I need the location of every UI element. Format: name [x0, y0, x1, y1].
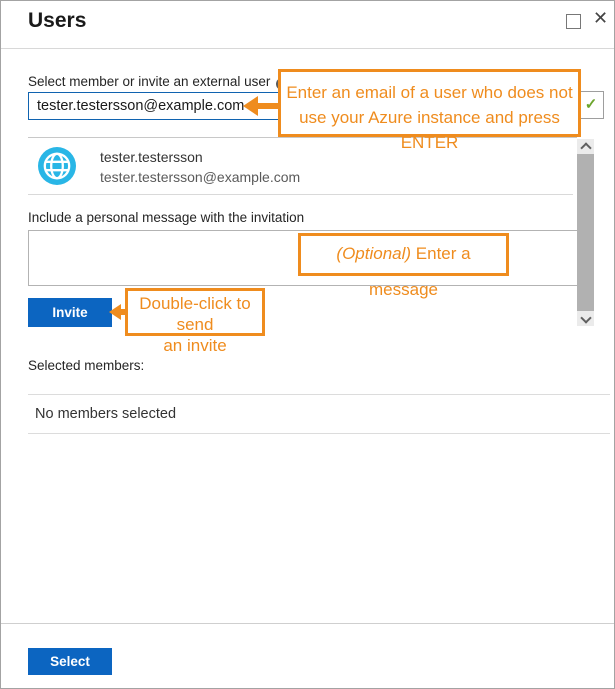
invite-tip-line1: Double-click to send — [139, 294, 251, 334]
footer-divider — [1, 623, 614, 624]
scrollbar[interactable] — [577, 139, 594, 326]
message-label: Include a personal message with the invitation — [28, 210, 305, 225]
selected-divider-top — [28, 394, 610, 395]
message-tip-rest: Enter a message — [369, 244, 471, 299]
selected-divider-bottom — [28, 433, 610, 434]
member-picker-label-text: Select member or invite an external user — [28, 74, 271, 89]
selected-members-label: Selected members: — [28, 358, 145, 373]
message-tip-annotation — [298, 233, 509, 299]
email-tip-arrow-bar — [256, 103, 280, 109]
chevron-up-icon — [580, 142, 591, 153]
invite-button[interactable]: Invite — [28, 298, 112, 327]
chevron-down-icon — [580, 312, 591, 323]
email-tip-annotation — [278, 69, 581, 152]
guest-user-list-item[interactable] — [38, 147, 76, 190]
scrollbar-thumb[interactable] — [577, 154, 594, 311]
member-picker-label — [28, 74, 288, 90]
no-members-text: No members selected — [35, 406, 177, 422]
message-tip-italic: (Optional) — [336, 244, 412, 263]
page-title: Users — [28, 9, 87, 32]
restore-icon[interactable] — [566, 14, 581, 29]
close-icon[interactable]: ✕ — [593, 8, 609, 28]
email-tip-line1: Enter an email of a user who does not — [286, 83, 573, 102]
scroll-up-button[interactable] — [577, 139, 594, 154]
select-button[interactable]: Select — [28, 648, 112, 675]
checkmark-icon: ✓ — [584, 96, 598, 113]
suggestion-divider — [28, 194, 573, 195]
suggestion-name[interactable]: tester.testersson — [100, 149, 203, 165]
email-tip-line2: use your Azure instance and press ENTER — [299, 108, 560, 152]
validation-box[interactable] — [578, 91, 604, 119]
scroll-down-button[interactable] — [577, 311, 594, 326]
invite-tip-line2: an invite — [163, 336, 227, 355]
title-divider — [1, 48, 614, 49]
invite-tip-annotation — [125, 288, 265, 355]
suggestion-email[interactable]: tester.testersson@example.com — [100, 169, 301, 185]
globe-icon — [38, 147, 76, 185]
